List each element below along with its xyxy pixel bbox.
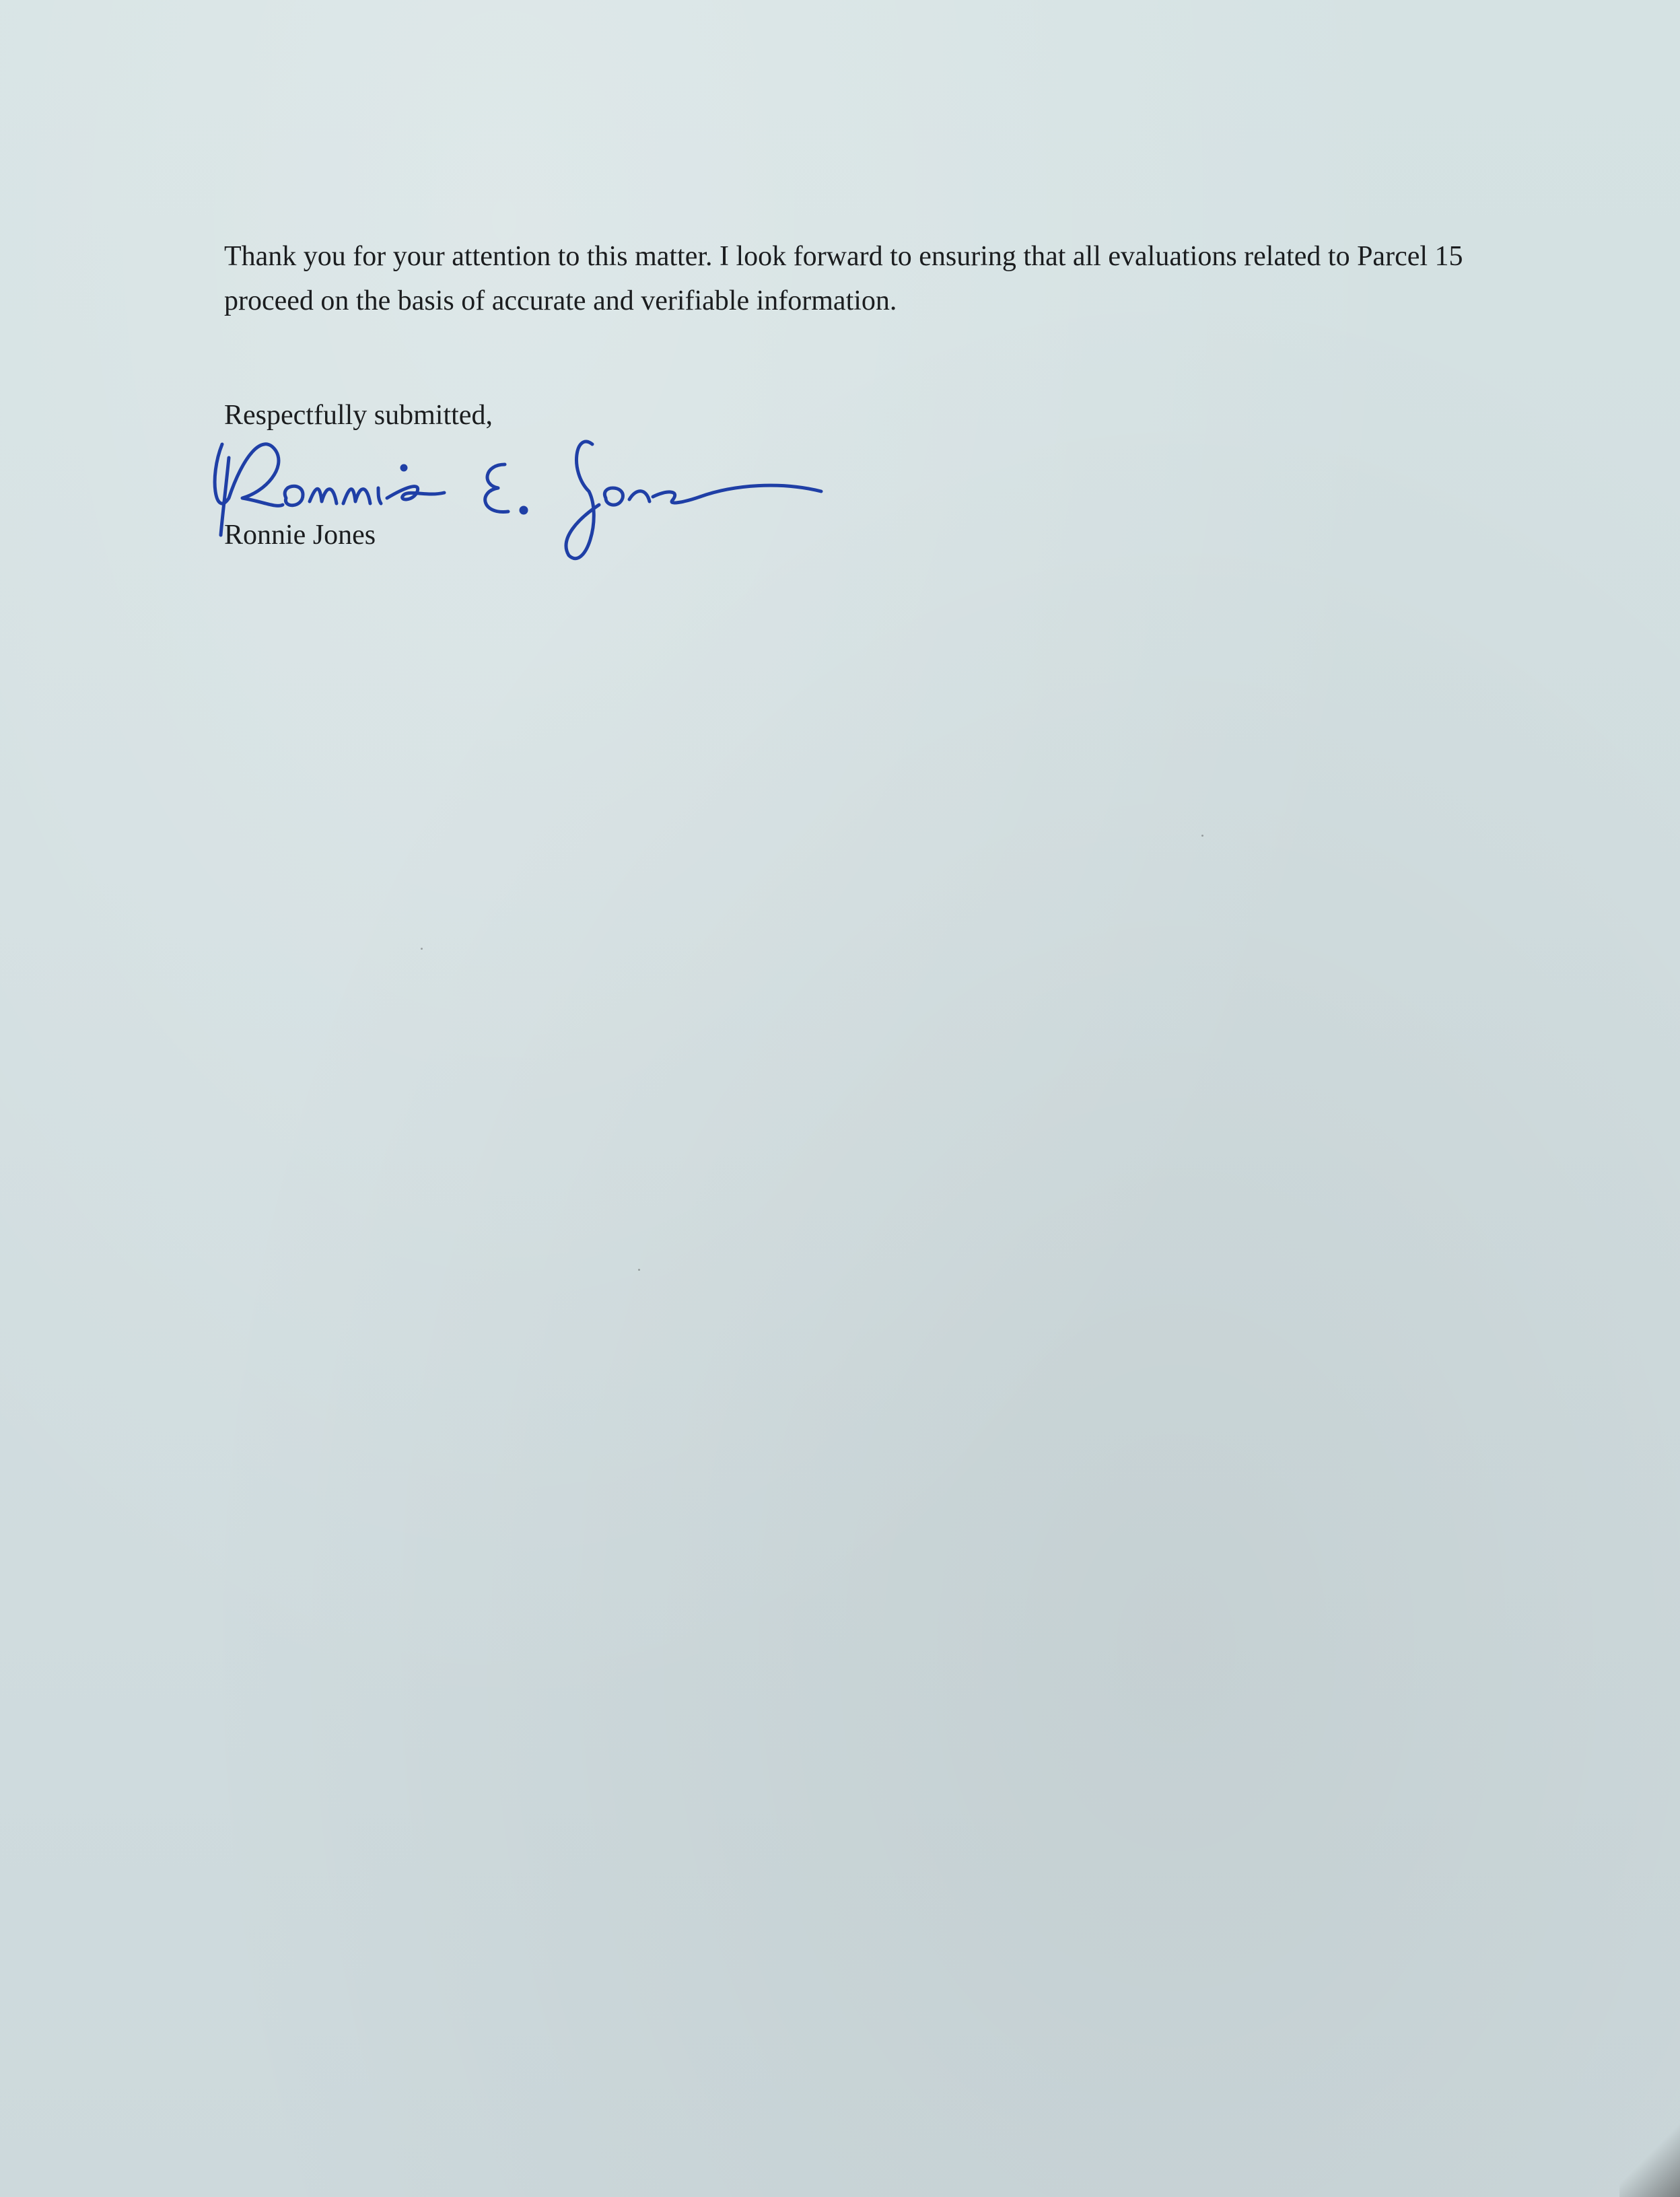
closing-paragraph: Thank you for your attention to this matter. I look forward to ensuring that all evaluations related to Parcel 15 proceed on the basis of accurate and verifiable information. (224, 241, 1463, 316)
paper-speck (421, 948, 423, 950)
closing-salutation: Respectfully submitted, (224, 400, 493, 431)
paper-speck (638, 1269, 640, 1271)
signer-name: Ronnie Jones (224, 520, 376, 551)
paper-speck (1201, 835, 1203, 837)
page-corner-shadow (1619, 2123, 1680, 2197)
handwritten-signature (202, 417, 835, 579)
